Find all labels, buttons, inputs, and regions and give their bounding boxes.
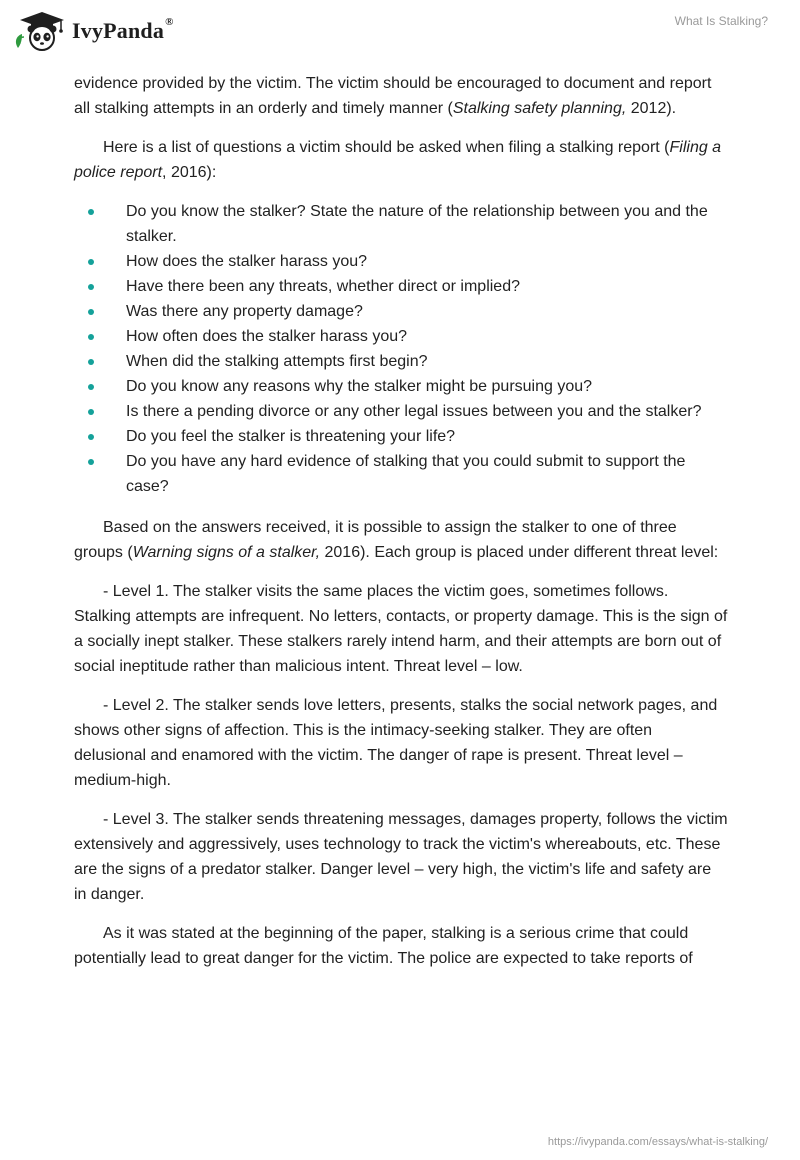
bullet-icon [88, 384, 94, 390]
brand-name: IvyPanda® [72, 16, 174, 43]
list-item: Do you know any reasons why the stalker might be pursuing you? [74, 374, 728, 399]
list-item: Do you know the stalker? State the nature of the relationship between you and the stalker. [74, 199, 728, 249]
ivypanda-logo[interactable] [14, 10, 174, 52]
paragraph-evidence: evidence provided by the victim. The victim should be encouraged to document and report all stalking attempts in an orderly and timely manner (Stalking safety planning, 2012). [74, 75, 712, 117]
list-item: Do you have any hard evidence of stalking that you could submit to support the case? [74, 449, 728, 499]
paragraph-question-intro: Here is a list of questions a victim should be asked when filing a stalking report (Filing a police report, 2016): [74, 139, 722, 181]
list-item: When did the stalking attempts first begin? [74, 349, 728, 374]
paragraph-level-3: - Level 3. The stalker sends threatening messages, damages property, follows the victim extensively and aggressively, uses technology to track the victim's whereabouts, etc. These are the signs of a predator stalker. Danger level – very high, the victim's life and safety are in danger. [74, 811, 728, 903]
document-title: What Is Stalking? [674, 14, 768, 28]
paragraph-groups: Based on the answers received, it is possible to assign the stalker to one of three groups (Warning signs of a stalker, 2016). Each group is placed under different threat level: [74, 519, 719, 561]
bullet-icon [88, 409, 94, 415]
bullet-icon [88, 309, 94, 315]
list-item: Have there been any threats, whether direct or implied? [74, 274, 728, 299]
bullet-icon [88, 459, 94, 465]
panda-mascot-icon [14, 10, 66, 52]
citation: Filing a police report [74, 139, 722, 181]
list-item: Do you feel the stalker is threatening your life? [74, 424, 728, 449]
bullet-icon [88, 259, 94, 265]
question-list [74, 199, 728, 499]
citation: Stalking safety planning, [452, 100, 627, 117]
paragraph-level-1: - Level 1. The stalker visits the same places the victim goes, sometimes follows. Stalking attempts are infrequent. No letters, contacts, or property damage. This is the sign of a socially inept stalker. These stalkers rarely intend harm, and their attempts are born out of social ineptitude rather than malicious intent. Threat level – low. [74, 583, 728, 675]
source-url-link[interactable]: https://ivypanda.com/essays/what-is-stalking/ [547, 1136, 768, 1148]
paragraph-level-2: - Level 2. The stalker sends love letters, presents, stalks the social network pages, and shows other signs of affection. This is the intimacy-seeking stalker. They are often delusional and enamored with the victim. The danger of rape is present. Threat level – medium-high. [74, 697, 718, 789]
bullet-icon [88, 209, 94, 215]
bullet-icon [88, 434, 94, 440]
list-item: Is there a pending divorce or any other legal issues between you and the stalker? [74, 399, 728, 424]
paragraph-conclusion: As it was stated at the beginning of the paper, stalking is a serious crime that could potentially lead to great danger for the victim. The police are expected to take reports of [74, 925, 693, 967]
bullet-icon [88, 359, 94, 365]
list-item: How does the stalker harass you? [74, 249, 728, 274]
citation: Warning signs of a stalker, [132, 544, 321, 561]
bullet-icon [88, 334, 94, 340]
page-header [0, 0, 800, 70]
essay-body [74, 71, 728, 985]
list-item: Was there any property damage? [74, 299, 728, 324]
bullet-icon [88, 284, 94, 290]
list-item: How often does the stalker harass you? [74, 324, 728, 349]
